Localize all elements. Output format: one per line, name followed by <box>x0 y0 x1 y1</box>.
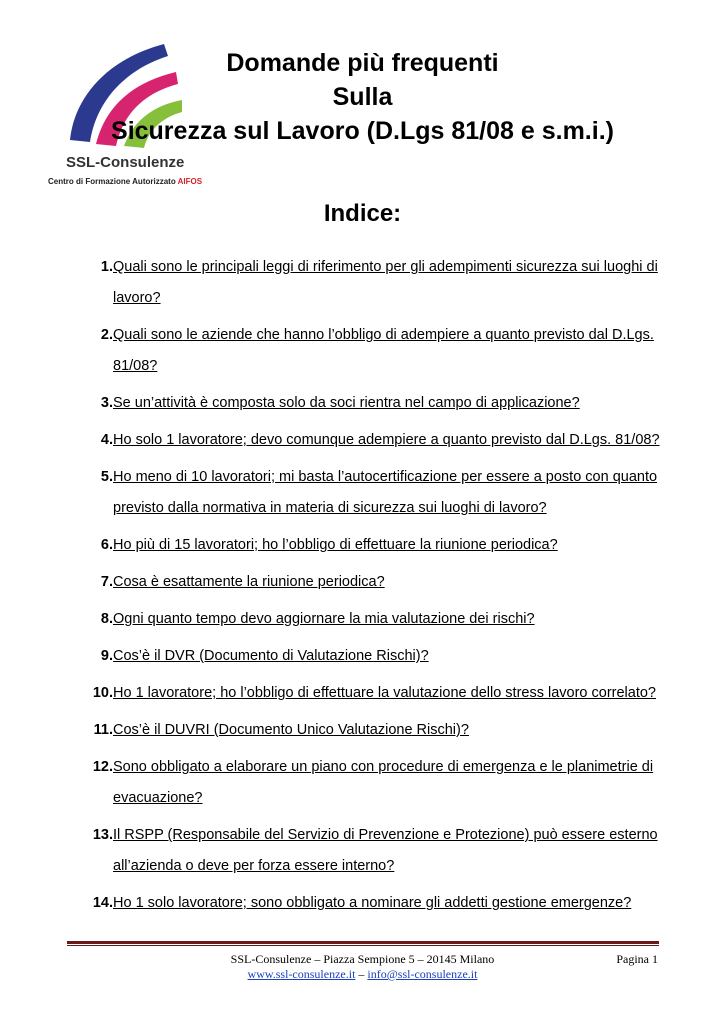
toc-number: 1. <box>100 259 113 275</box>
footer-address: SSL-Consulenze – Piazza Sempione 5 – 20145 Milano <box>230 952 495 966</box>
toc-item <box>80 320 660 382</box>
toc-link[interactable]: Se un’attività è composta solo da soci rientra nel campo di applicazione? <box>113 395 580 411</box>
toc-number: 3. <box>100 395 113 411</box>
table-of-contents <box>80 252 660 925</box>
toc-item <box>80 462 660 524</box>
toc-link[interactable]: Ogni quanto tempo devo aggiornare la mia valutazione dei rischi? <box>113 611 535 627</box>
toc-item <box>80 888 660 919</box>
toc-item <box>80 388 660 419</box>
toc-link[interactable]: Quali sono le principali leggi di riferimento per gli adempimenti sicurezza sui luoghi di lavoro? <box>113 259 658 306</box>
toc-link[interactable]: Ho solo 1 lavoratore; devo comunque adempiere a quanto previsto dal D.Lgs. 81/08? <box>113 432 660 448</box>
toc-number: 5. <box>100 469 113 485</box>
toc-link[interactable]: Il RSPP (Responsabile del Servizio di Prevenzione e Protezione) può essere esterno all’azienda o deve per forza essere interno? <box>113 827 658 874</box>
toc-link[interactable]: Ho 1 solo lavoratore; sono obbligato a nominare gli addetti gestione emergenze? <box>113 895 632 911</box>
toc-item <box>80 678 660 709</box>
email-link[interactable]: info@ssl-consulenze.it <box>367 967 478 981</box>
toc-number: 9. <box>100 648 113 664</box>
toc-number: 8. <box>100 611 113 627</box>
toc-link[interactable]: Ho 1 lavoratore; ho l’obbligo di effettuare la valutazione dello stress lavoro correlato? <box>113 685 656 701</box>
toc-item <box>80 820 660 882</box>
toc-number: 10. <box>92 685 113 701</box>
toc-link[interactable]: Ho più di 15 lavoratori; ho l’obbligo di effettuare la riunione periodica? <box>113 537 558 553</box>
toc-link[interactable]: Sono obbligato a elaborare un piano con procedure di emergenza e le planimetrie di evacuazione? <box>113 759 654 806</box>
footer-contacts <box>0 967 725 982</box>
logo-subtitle-brand: AIFOS <box>177 177 203 186</box>
document-title <box>100 46 625 148</box>
toc-item <box>80 530 660 561</box>
toc-number: 13. <box>92 827 113 843</box>
toc-number: 12. <box>92 759 113 775</box>
logo-name: SSL-Consulenze <box>66 154 185 171</box>
toc-number: 4. <box>100 432 113 448</box>
toc-item <box>80 715 660 746</box>
toc-number: 6. <box>100 537 113 553</box>
toc-link[interactable]: Ho meno di 10 lavoratori; mi basta l’autocertificazione per essere a posto con quanto previsto dalla normativa in materia di sicurezza sui luoghi di lavoro? <box>113 469 658 516</box>
toc-link[interactable]: Cos’è il DVR (Documento di Valutazione Rischi)? <box>113 648 429 664</box>
toc-link[interactable]: Quali sono le aziende che hanno l’obbligo di adempiere a quanto previsto dal D.Lgs. 81/08? <box>113 327 654 374</box>
logo-subtitle-prefix: Centro di Formazione Autorizzato <box>48 177 178 186</box>
toc-item <box>80 567 660 598</box>
toc-link[interactable]: Cosa è esattamente la riunione periodica? <box>113 574 385 590</box>
toc-item <box>80 752 660 814</box>
logo-subtitle <box>48 177 202 186</box>
toc-number: 2. <box>100 327 113 343</box>
title-line-2: Sulla <box>332 83 393 111</box>
title-line-1: Domande più frequenti <box>226 49 499 77</box>
toc-item <box>80 641 660 672</box>
website-link[interactable]: www.ssl-consulenze.it <box>247 967 356 981</box>
toc-item <box>80 604 660 635</box>
index-heading: Indice: <box>323 200 402 227</box>
toc-item <box>80 425 660 456</box>
toc-item <box>80 252 660 314</box>
toc-number: 11. <box>93 722 113 738</box>
footer-separator: – <box>355 967 368 981</box>
footer-divider-thin <box>67 945 659 946</box>
toc-link[interactable]: Cos’è il DUVRI (Documento Unico Valutazione Rischi)? <box>113 722 469 738</box>
toc-number: 14. <box>92 895 113 911</box>
title-line-3: Sicurezza sul Lavoro (D.Lgs 81/08 e s.m.i.) <box>111 117 614 145</box>
page-number: Pagina 1 <box>616 952 658 966</box>
footer-divider-thick <box>67 941 659 944</box>
toc-number: 7. <box>100 574 113 590</box>
